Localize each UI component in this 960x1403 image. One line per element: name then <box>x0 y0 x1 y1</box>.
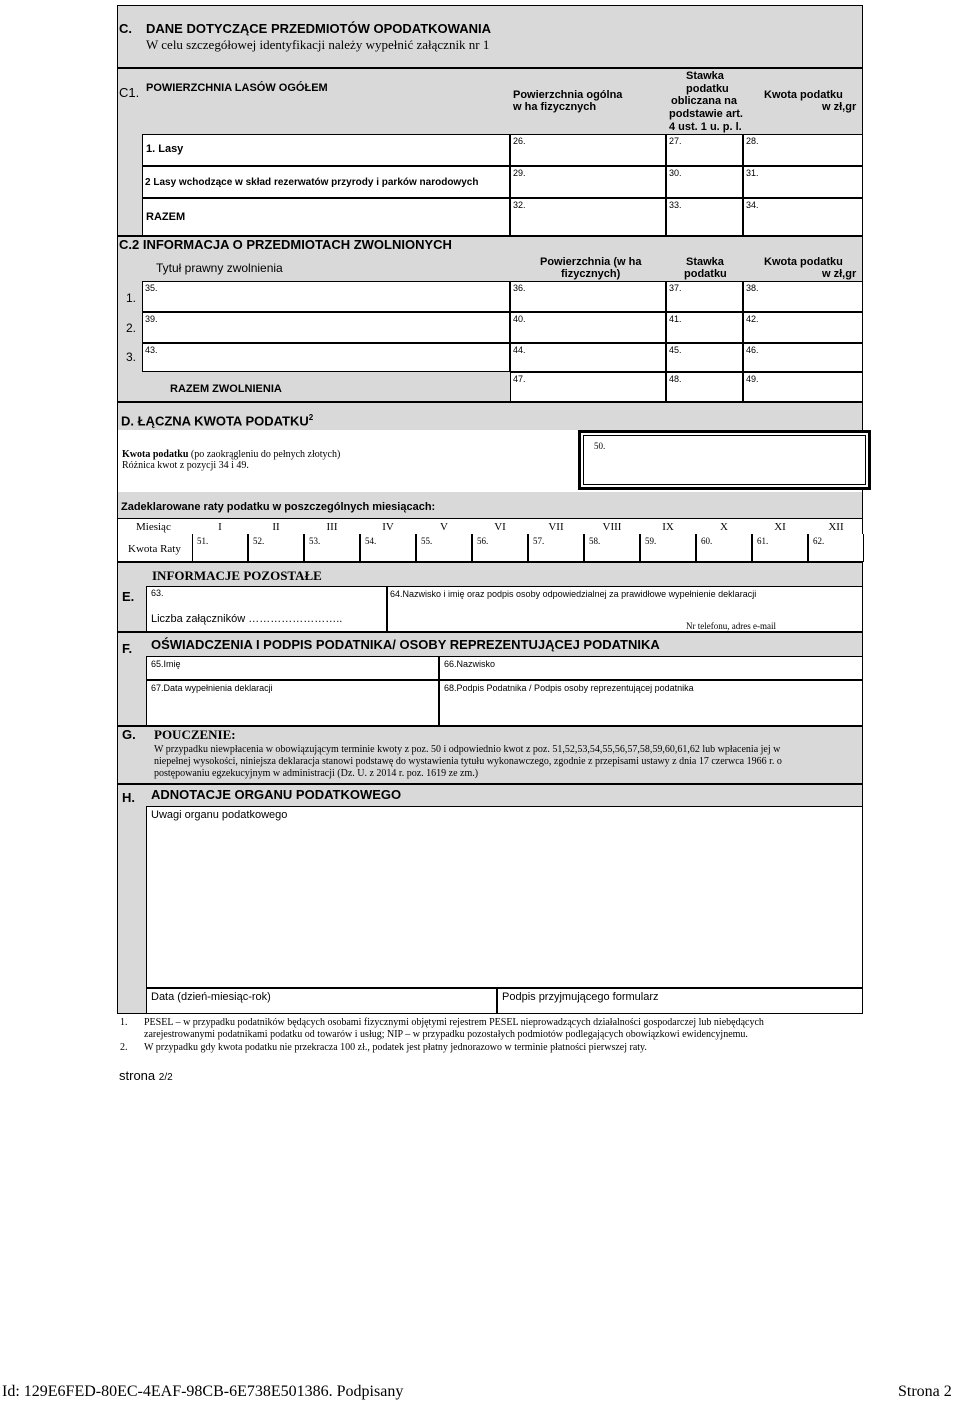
c2-row2-label: 2. <box>126 321 137 335</box>
month-header: II <box>272 521 280 533</box>
c2-col-amount-l2: w zł,gr <box>822 268 857 280</box>
phone-email-label: Nr telefonu, adres e-mail <box>686 621 776 631</box>
c1-row3-label: RAZEM <box>146 211 186 223</box>
field-44[interactable] <box>510 343 666 372</box>
field-63[interactable] <box>146 586 387 632</box>
c1-col-amount-l1: Kwota podatku <box>764 89 843 101</box>
field-47[interactable] <box>510 372 666 402</box>
c1-title: POWIERZCHNIA LASÓW OGÓŁEM <box>146 82 328 94</box>
c1-col-area-l2: w ha fizycznych <box>513 101 597 113</box>
field-68-label: 68.Podpis Podatnika / Podpis osoby reprezentującej podatnika <box>444 683 694 693</box>
field-30-number: 30. <box>669 168 682 178</box>
field-35-number: 35. <box>145 283 158 293</box>
field-41-number: 41. <box>669 314 682 324</box>
kwota-raty-label: Kwota Raty <box>128 543 181 555</box>
installment-field[interactable] <box>584 534 640 562</box>
c2-col-area-l1: Powierzchnia (w ha <box>540 256 642 268</box>
receiver-signature-label: Podpis przyjmującego formularz <box>502 991 659 1003</box>
field-49-number: 49. <box>746 374 759 384</box>
installment-number: 55. <box>421 536 433 546</box>
field-33[interactable] <box>666 198 743 236</box>
section-d-title <box>121 413 313 429</box>
field-64[interactable] <box>387 586 863 632</box>
c1-row2-label: 2 Lasy wchodzące w skład rezerwatów przyrody i parków narodowych <box>145 177 479 188</box>
installment-field[interactable] <box>808 534 864 562</box>
field-47-number: 47. <box>513 374 526 384</box>
installment-number: 60. <box>701 536 713 546</box>
field-34[interactable] <box>743 198 863 236</box>
section-f-title: OŚWIADCZENIA I PODPIS PODATNIKA/ OSOBY REPREZENTUJĄCEJ PODATNIKA <box>151 637 660 652</box>
field-66-label: 66.Nazwisko <box>444 659 496 669</box>
field-29-number: 29. <box>513 168 526 178</box>
field-36-number: 36. <box>513 283 526 293</box>
field-64-label: 64.Nazwisko i imię oraz podpis osoby odpowiedzialnej za prawidłowe wypełnienie deklaracji <box>390 589 757 599</box>
field-67[interactable] <box>146 680 439 726</box>
field-63-number: 63. <box>151 588 164 598</box>
month-header: I <box>218 521 222 533</box>
field-28-number: 28. <box>746 136 759 146</box>
month-header: XI <box>774 521 786 533</box>
month-header: VIII <box>602 521 622 533</box>
field-28[interactable] <box>743 134 863 166</box>
c2-title: C.2 INFORMACJA O PRZEDMIOTACH ZWOLNIONYCH <box>119 237 452 252</box>
installment-field[interactable] <box>248 534 304 562</box>
field-31-number: 31. <box>746 168 759 178</box>
field-34-number: 34. <box>746 200 759 210</box>
c2-col-amount-l1: Kwota podatku <box>764 256 843 268</box>
installment-number: 52. <box>253 536 265 546</box>
field-65[interactable] <box>146 656 439 680</box>
field-50-number: 50. <box>594 441 606 451</box>
months-table-divider <box>118 518 862 519</box>
c1-label: C1. <box>119 85 140 100</box>
field-42-number: 42. <box>746 314 759 324</box>
field-40[interactable] <box>510 312 666 343</box>
field-49[interactable] <box>743 372 863 402</box>
c2-col-title: Tytuł prawny zwolnienia <box>156 261 283 275</box>
installment-number: 51. <box>197 536 209 546</box>
section-h-letter: H. <box>122 790 135 805</box>
installment-number: 58. <box>589 536 601 546</box>
section-c-letter: C. <box>119 21 132 36</box>
pouczenie-line3: postępowaniu egzekucyjnym w administracji (Dz. U. z 2014 r. poz. 1619 ze zm.) <box>154 768 479 779</box>
installment-field[interactable] <box>416 534 472 562</box>
c1-col-rate-l2: podatku <box>686 83 729 95</box>
miesiac-label: Miesiąc <box>136 521 171 533</box>
field-48-number: 48. <box>669 374 682 384</box>
field-46-number: 46. <box>746 345 759 355</box>
field-43[interactable] <box>142 343 510 372</box>
field-48[interactable] <box>666 372 743 402</box>
month-header: V <box>440 521 448 533</box>
field-32-number: 32. <box>513 200 526 210</box>
section-g-title: POUCZENIE: <box>154 727 236 742</box>
field-39-number: 39. <box>145 314 158 324</box>
field-30[interactable] <box>666 166 743 198</box>
field-38-number: 38. <box>746 283 759 293</box>
footnote-2-text: W przypadku gdy kwota podatku nie przekracza 100 zł., podatek jest płatny jednorazowo w terminie płatności pierwszej raty. <box>144 1042 647 1053</box>
c1-col-rate-l5: 4 ust. 1 u. p. l. <box>669 121 742 133</box>
field-44-number: 44. <box>513 345 526 355</box>
field-43-number: 43. <box>145 345 158 355</box>
footnote-1-line1: PESEL – w przypadku podatników będących osobami fizycznymi objętymi rejestrem PESEL nieprowadzących działalności gospodarczej lub niebędących <box>144 1017 764 1028</box>
field-45-number: 45. <box>669 345 682 355</box>
pouczenie-line1: W przypadku niewpłacenia w obowiązującym terminie kwoty z poz. 50 i odpowiednio kwot z poz. 51,52,53,54,55,56,57,58,59,60,61,62 lub wpłacenia jej w <box>154 744 781 755</box>
field-37-number: 37. <box>669 283 682 293</box>
footnote-2-number: 2. <box>120 1042 128 1053</box>
field-32[interactable] <box>510 198 666 236</box>
section-d-title-text: D. ŁĄCZNA KWOTA PODATKU <box>121 413 309 429</box>
month-header: IX <box>662 521 674 533</box>
field-39[interactable] <box>142 312 510 343</box>
installment-field[interactable] <box>304 534 360 562</box>
c1-col-area-l1: Powierzchnia ogólna <box>513 89 623 101</box>
c2-row3-label: 3. <box>126 350 137 364</box>
section-c-title: DANE DOTYCZĄCE PRZEDMIOTÓW OPODATKOWANIA <box>146 21 491 36</box>
kwota-podatku-label <box>122 449 340 461</box>
attachments-count: Liczba załączników …………………….. <box>151 613 343 625</box>
c1-col-rate-l3: obliczana na <box>671 95 738 107</box>
field-66[interactable] <box>439 656 863 680</box>
month-header: VI <box>494 521 506 533</box>
installment-field[interactable] <box>528 534 584 562</box>
official-remarks-label: Uwagi organu podatkowego <box>151 809 288 821</box>
field-27[interactable] <box>666 134 743 166</box>
month-header: III <box>326 521 338 533</box>
footnote-1-line2: zarejestrowanymi podatnikami podatku od towarów i usług; NIP – w przypadku pozostałych podmiotów podlegających obowiązkowi ewidencyjnemu. <box>144 1029 748 1040</box>
c1-col-amount-l2: w zł,gr <box>822 101 857 113</box>
section-g-letter: G. <box>122 727 136 742</box>
field-42[interactable] <box>743 312 863 343</box>
section-d-footnote-mark: 2 <box>308 413 314 422</box>
c2-col-area-l2: fizycznych) <box>561 268 621 280</box>
pouczenie-line2: niepełnej wysokości, niniejsza deklaracja stanowi podstawę do wystawienia tytułu wykonawczego, zgodnie z przepisami ustawy z dnia 17 czerwca 1966 r. o <box>154 756 782 767</box>
footnote-1-number: 1. <box>120 1017 128 1028</box>
c1-col-rate-l4: podstawie art. <box>669 108 743 120</box>
installment-field[interactable] <box>752 534 808 562</box>
official-remarks-field[interactable] <box>146 806 863 988</box>
field-67-label: 67.Data wypełnienia deklaracji <box>151 683 273 693</box>
field-41[interactable] <box>666 312 743 343</box>
page-footer-number: Strona 2 <box>898 1383 952 1400</box>
installment-number: 54. <box>365 536 377 546</box>
section-f-letter: F. <box>122 641 133 656</box>
field-37[interactable] <box>666 281 743 312</box>
field-26[interactable] <box>510 134 666 166</box>
section-e-title: INFORMACJE POZOSTAŁE <box>152 568 322 583</box>
month-header: IV <box>382 521 394 533</box>
field-35[interactable] <box>142 281 510 312</box>
field-27-number: 27. <box>669 136 682 146</box>
c1-row1-label-cell <box>142 134 510 166</box>
receiver-signature-field[interactable] <box>497 988 863 1014</box>
installment-field[interactable] <box>472 534 528 562</box>
installment-number: 57. <box>533 536 545 546</box>
field-36[interactable] <box>510 281 666 312</box>
roznica-label: Różnica kwot z pozycji 34 i 49. <box>122 460 249 471</box>
installment-field[interactable] <box>360 534 416 562</box>
page-label-word: strona <box>119 1068 156 1083</box>
field-26-number: 26. <box>513 136 526 146</box>
section-c-subtitle: W celu szczegółowej identyfikacji należy wypełnić załącznik nr 1 <box>146 37 490 52</box>
section-e-letter: E. <box>122 589 135 604</box>
installment-field[interactable] <box>640 534 696 562</box>
kwota-podatku-rest: (po zaokrągleniu do pełnych złotych) <box>188 449 341 460</box>
month-header: X <box>720 521 728 533</box>
field-50[interactable] <box>578 430 871 490</box>
month-header: XII <box>828 521 844 533</box>
field-31[interactable] <box>743 166 863 198</box>
kwota-podatku-bold: Kwota podatku <box>122 449 189 460</box>
installment-number: 61. <box>757 536 769 546</box>
field-65-label: 65.Imię <box>151 659 181 669</box>
document-id-line: Id: 129E6FED-80EC-4EAF-98CB-6E738E501386. Podpisany <box>2 1383 404 1400</box>
field-38[interactable] <box>743 281 863 312</box>
raty-title: Zadeklarowane raty podatku w poszczególnych miesiącach: <box>121 501 436 513</box>
c1-row1-label: 1. Lasy <box>146 143 184 155</box>
c2-row1-label: 1. <box>126 291 137 305</box>
page-label <box>119 1069 173 1084</box>
installment-number: 56. <box>477 536 489 546</box>
page-number: 2/2 <box>158 1072 173 1083</box>
installment-number: 53. <box>309 536 321 546</box>
date-label: Data (dzień-miesiąc-rok) <box>151 991 271 1003</box>
installment-number: 62. <box>813 536 825 546</box>
field-68[interactable] <box>439 680 863 726</box>
field-29[interactable] <box>510 166 666 198</box>
month-header: VII <box>548 521 564 533</box>
c1-row3-label-cell <box>142 198 510 236</box>
field-33-number: 33. <box>669 200 682 210</box>
field-45[interactable] <box>666 343 743 372</box>
c2-col-rate-l2: podatku <box>684 268 727 280</box>
installment-field[interactable] <box>696 534 752 562</box>
c1-col-rate-l1: Stawka <box>686 70 724 82</box>
field-50-inner <box>583 435 866 485</box>
section-h-title: ADNOTACJE ORGANU PODATKOWEGO <box>151 787 402 802</box>
c2-col-rate-l1: Stawka <box>686 256 724 268</box>
installment-number: 59. <box>645 536 657 546</box>
field-46[interactable] <box>743 343 863 372</box>
date-field[interactable] <box>146 988 497 1014</box>
c2-total-label: RAZEM ZWOLNIENIA <box>170 383 282 395</box>
field-40-number: 40. <box>513 314 526 324</box>
installment-field[interactable] <box>192 534 248 562</box>
